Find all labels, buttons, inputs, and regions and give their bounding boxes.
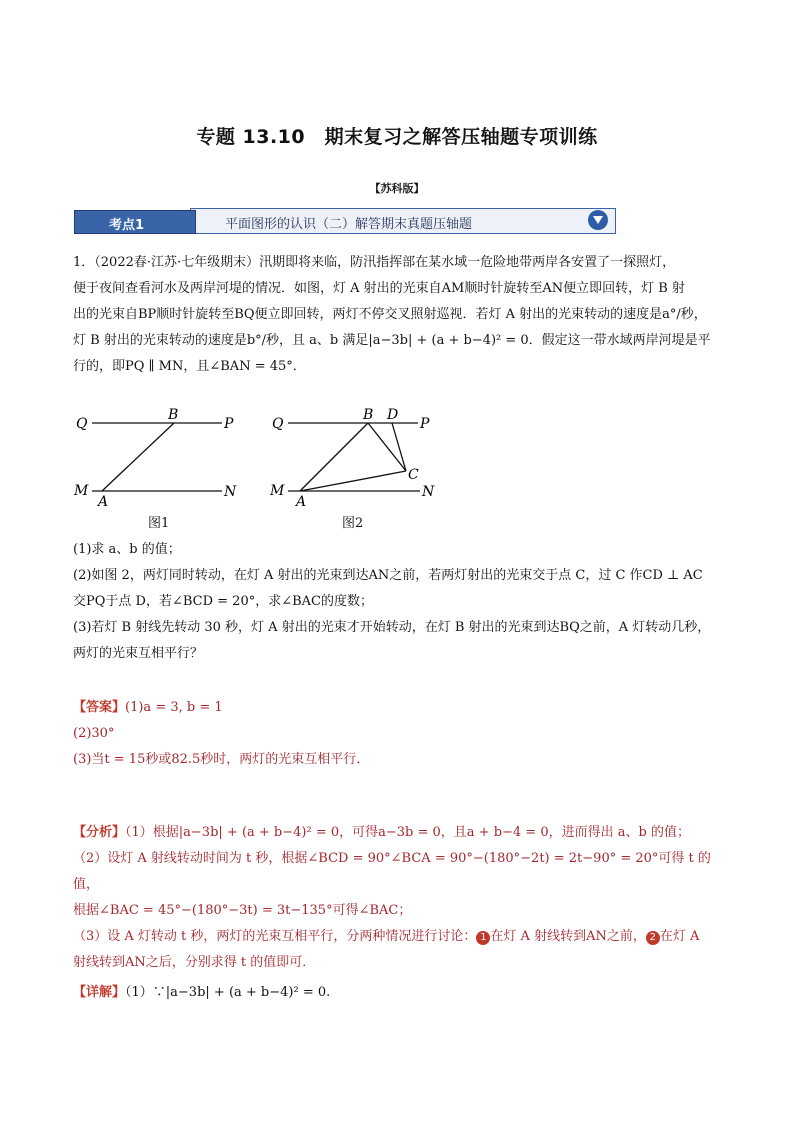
analysis-line: [73, 924, 723, 950]
question-line: 交PQ于点 D，若∠BCD = 20°，求∠BAC的度数；: [73, 594, 373, 609]
figure-2-caption: 图2: [342, 516, 364, 531]
questions: [73, 537, 723, 667]
figure-1: [70, 403, 250, 508]
banner-point-box: [74, 210, 196, 234]
detail-label: 【详解】: [73, 985, 126, 1000]
answer-line-1: [73, 695, 723, 721]
label-C: C: [408, 467, 419, 483]
analysis-label: 【分析】: [73, 825, 126, 840]
label-P: P: [420, 416, 430, 432]
question-line: (3)若灯 B 射线先转动 30 秒，灯 A 射出的光束才开始转动，在灯 B 射出的光束到达BQ之前，A 灯转动几秒，: [73, 620, 711, 635]
label-Q: Q: [272, 416, 284, 432]
section-banner: [74, 207, 614, 235]
label-B: B: [168, 407, 179, 423]
analysis-text: （1）根据|a−3b| + (a + b−4)² = 0，可得a−3b = 0，且a + b−4 = 0，进而得出 a、b 的值；: [125, 825, 690, 840]
banner-topic: 平面图形的认识（二）解答期末真题压轴题: [225, 217, 473, 232]
banner-point: 考点1: [109, 218, 145, 233]
label-A: A: [98, 494, 109, 508]
answer-block: [73, 695, 723, 773]
question-line: 两灯的光束互相平行？: [73, 646, 204, 661]
label-P: P: [224, 416, 234, 432]
figure-1-caption: 图1: [148, 516, 170, 531]
analysis-line: 射线转到AN之后，分别求得 t 的值即可．: [73, 955, 316, 970]
label-M: M: [74, 483, 89, 499]
label-B: B: [363, 407, 374, 423]
analysis-block: [73, 820, 723, 976]
answer-label: 【答案】: [73, 700, 126, 715]
answer-1: (1)a = 3, b = 1: [125, 700, 223, 715]
label-A: A: [296, 494, 307, 508]
problem-text: [73, 250, 723, 380]
analysis-text: （3）设 A 灯转动 t 秒，两灯的光束互相平行，分两种情况进行讨论：: [73, 929, 477, 944]
problem-line: 1．（2022春·江苏·七年级期末）汛期即将来临，防汛指挥部在某水域一危险地带两岸各安置了一探照灯，: [73, 255, 676, 270]
analysis-line: 根据∠BAC = 45°−(180°−3t) = 3t−135°可得∠BAC；: [73, 903, 412, 918]
question-line: (2)如图 2，两灯同时转动，在灯 A 射出的光束到达AN之前，若两灯射出的光束交于点 C，过 C 作CD ⊥ AC: [73, 568, 703, 583]
label-N: N: [224, 484, 237, 500]
problem-line: 灯 B 射出的光束转动的速度是b°/秒，且 a、b 满足|a−3b| + (a + b−4)² = 0．假定这一带水域两岸河堤是平: [73, 333, 711, 348]
label-Q: Q: [76, 416, 88, 432]
question-line: (1)求 a、b 的值；: [73, 542, 181, 557]
edition-label: 【苏科版】: [369, 182, 425, 195]
banner-topic-box: [190, 208, 616, 234]
chevron-down-icon[interactable]: [588, 210, 608, 230]
analysis-line-1: [73, 820, 723, 846]
circled-number-2: 2: [646, 931, 660, 945]
detail-block: [73, 980, 723, 1006]
circled-number-1: 1: [476, 931, 490, 945]
detail-text: （1）∵|a−3b| + (a + b−4)² = 0.: [125, 985, 331, 1000]
page-title: 专题 13.10 期末复习之解答压轴题专项训练: [196, 126, 598, 148]
label-D: D: [387, 407, 399, 423]
problem-line: 便于夜间查看河水及两岸河堤的情况．如图，灯 A 射出的光束自AM顺时针旋转至AN便立即回转，灯 B 射: [73, 281, 685, 296]
figure-2: [268, 403, 448, 508]
analysis-text: 在灯 A 射线转到AN之前，: [490, 929, 646, 944]
answer-3: (3)当t = 15秒或82.5秒时，两灯的光束互相平行．: [73, 752, 370, 767]
answer-2: (2)30°: [73, 726, 115, 741]
analysis-text: 在灯 A: [659, 929, 700, 944]
analysis-line: （2）设灯 A 射线转动时间为 t 秒，根据∠BCD = 90°∠BCA = 90°−(180°−2t) = 2t−90° = 20°可得 t 的值，: [73, 851, 711, 892]
problem-line: 出的光束自BP顺时针旋转至BQ便立即回转，两灯不停交叉照射巡视．若灯 A 射出的光束转动的速度是a°/秒，: [73, 307, 707, 322]
label-N: N: [422, 484, 435, 500]
problem-line: 行的，即PQ ∥ MN，且∠BAN = 45°．: [73, 359, 306, 374]
label-M: M: [270, 483, 285, 499]
